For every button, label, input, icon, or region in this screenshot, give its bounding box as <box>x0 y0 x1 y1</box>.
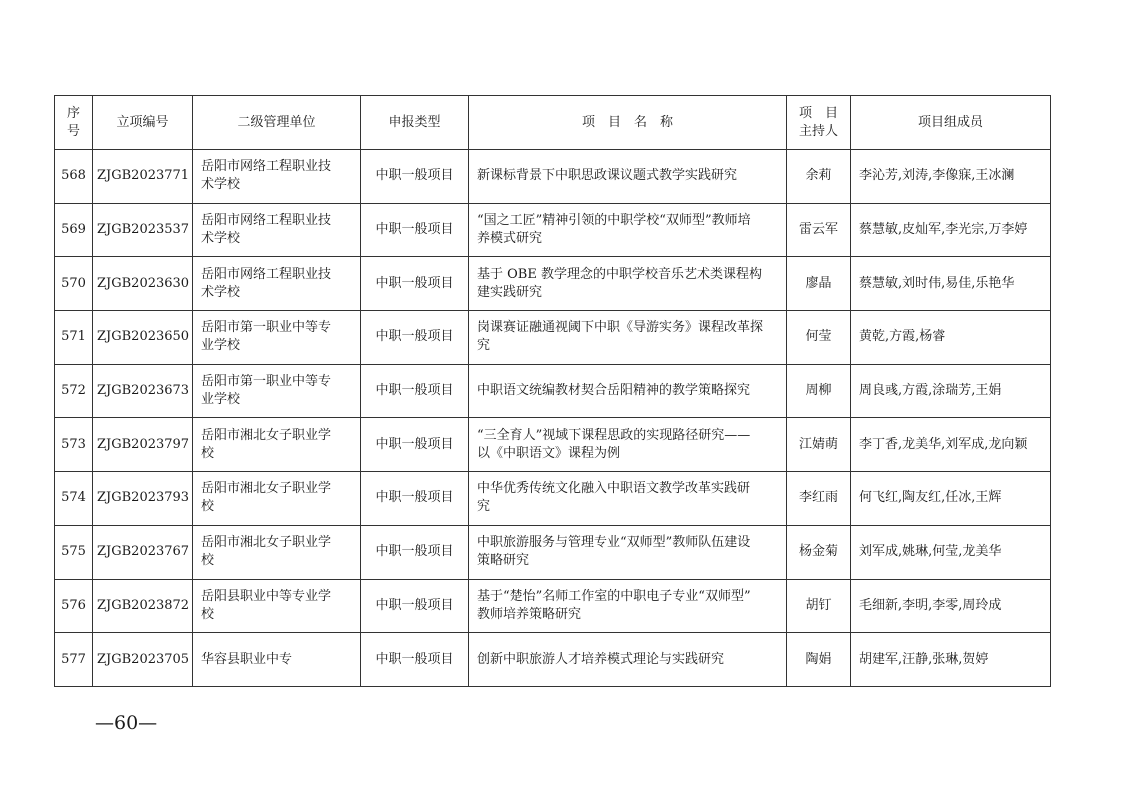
cell-type: 中职一般项目 <box>361 364 469 418</box>
header-seq: 序 号 <box>55 96 93 150</box>
header-unit: 二级管理单位 <box>193 96 361 150</box>
cell-members: 黄乾,方霞,杨睿 <box>851 311 1051 365</box>
cell-seq: 568 <box>55 150 93 204</box>
table-row <box>55 203 1051 257</box>
cell-project-name <box>469 203 787 257</box>
cell-unit-line: 校 <box>201 606 215 622</box>
cell-host: 杨金菊 <box>787 525 851 579</box>
cell-project-id: ZJGB2023771 <box>93 150 193 204</box>
cell-type: 中职一般项目 <box>361 311 469 365</box>
cell-unit-line: 岳阳县职业中等专业学 <box>201 588 332 604</box>
cell-unit-line: 岳阳市网络工程职业技 <box>201 213 332 229</box>
table-body <box>55 150 1051 687</box>
header-type: 申报类型 <box>361 96 469 150</box>
cell-project-name-line: 新课标背景下中职思政课议题式教学实践研究 <box>477 168 738 184</box>
cell-unit <box>193 257 361 311</box>
cell-seq: 569 <box>55 203 93 257</box>
cell-type: 中职一般项目 <box>361 633 469 687</box>
cell-host: 廖晶 <box>787 257 851 311</box>
cell-project-name <box>469 418 787 472</box>
cell-project-id: ZJGB2023767 <box>93 525 193 579</box>
cell-members: 李丁香,龙美华,刘军成,龙向颖 <box>851 418 1051 472</box>
cell-project-id: ZJGB2023650 <box>93 311 193 365</box>
cell-unit <box>193 150 361 204</box>
cell-host: 胡钉 <box>787 579 851 633</box>
cell-unit-line: 校 <box>201 499 215 515</box>
cell-project-name-line: 以《中职语文》课程为例 <box>477 445 621 461</box>
cell-type: 中职一般项目 <box>361 579 469 633</box>
cell-project-name <box>469 472 787 526</box>
cell-project-name-line: “国之工匠”精神引领的中职学校“双师型”教师培 <box>477 213 751 229</box>
cell-project-id: ZJGB2023673 <box>93 364 193 418</box>
cell-unit-line: 岳阳市湘北女子职业学 <box>201 481 332 497</box>
cell-unit-line: 校 <box>201 553 215 569</box>
cell-members: 蔡慧敏,皮灿军,李光宗,万李婷 <box>851 203 1051 257</box>
cell-project-name <box>469 257 787 311</box>
cell-unit-line: 岳阳市第一职业中等专 <box>201 374 332 390</box>
cell-project-id: ZJGB2023797 <box>93 418 193 472</box>
cell-project-name-line: 基于 OBE 教学理念的中职学校音乐艺术类课程构 <box>477 266 762 282</box>
cell-type: 中职一般项目 <box>361 257 469 311</box>
table-row <box>55 472 1051 526</box>
cell-members: 胡建军,汪静,张琳,贺婷 <box>851 633 1051 687</box>
cell-unit <box>193 203 361 257</box>
cell-project-name <box>469 633 787 687</box>
page-number: —60— <box>95 712 158 734</box>
cell-project-name-line: 中职语文统编教材契合岳阳精神的教学策略探究 <box>477 383 751 399</box>
cell-host: 李红雨 <box>787 472 851 526</box>
cell-project-id: ZJGB2023793 <box>93 472 193 526</box>
cell-project-name-line: 中华优秀传统文化融入中职语文教学改革实践研 <box>477 481 751 497</box>
cell-project-name <box>469 579 787 633</box>
cell-host: 周柳 <box>787 364 851 418</box>
cell-project-name-line: 建实践研究 <box>477 284 543 300</box>
cell-unit <box>193 418 361 472</box>
cell-project-id: ZJGB2023537 <box>93 203 193 257</box>
cell-host: 江婧萌 <box>787 418 851 472</box>
cell-seq: 570 <box>55 257 93 311</box>
cell-unit <box>193 633 361 687</box>
cell-type: 中职一般项目 <box>361 472 469 526</box>
cell-unit-line: 业学校 <box>201 338 241 354</box>
cell-unit-line: 岳阳市湘北女子职业学 <box>201 535 332 551</box>
cell-unit <box>193 472 361 526</box>
table-row <box>55 525 1051 579</box>
cell-project-name-line: 中职旅游服务与管理专业“双师型”教师队伍建设 <box>477 535 751 551</box>
cell-seq: 573 <box>55 418 93 472</box>
cell-seq: 572 <box>55 364 93 418</box>
table-header-row <box>55 96 1051 150</box>
cell-project-name <box>469 525 787 579</box>
cell-project-name-line: 养模式研究 <box>477 231 543 247</box>
header-host: 项 目 主持人 <box>787 96 851 150</box>
cell-host: 雷云军 <box>787 203 851 257</box>
cell-project-name-line: 究 <box>477 338 491 354</box>
cell-unit-line: 岳阳市网络工程职业技 <box>201 266 332 282</box>
cell-unit <box>193 364 361 418</box>
cell-unit-line: 业学校 <box>201 392 241 408</box>
cell-project-id: ZJGB2023705 <box>93 633 193 687</box>
cell-project-name-line: 创新中职旅游人才培养模式理论与实践研究 <box>477 651 725 667</box>
cell-type: 中职一般项目 <box>361 150 469 204</box>
table-row <box>55 633 1051 687</box>
cell-project-name-line: 究 <box>477 499 491 515</box>
cell-project-id: ZJGB2023872 <box>93 579 193 633</box>
cell-host: 陶娟 <box>787 633 851 687</box>
cell-host: 何莹 <box>787 311 851 365</box>
cell-unit <box>193 579 361 633</box>
cell-members: 李沁芳,刘涛,李像寐,王冰澜 <box>851 150 1051 204</box>
table-row <box>55 150 1051 204</box>
cell-unit-line: 华容县职业中专 <box>201 651 293 667</box>
cell-unit <box>193 525 361 579</box>
project-table <box>54 95 1051 687</box>
cell-seq: 575 <box>55 525 93 579</box>
cell-seq: 576 <box>55 579 93 633</box>
cell-members: 何飞红,陶友红,任冰,王辉 <box>851 472 1051 526</box>
header-members: 项目组成员 <box>851 96 1051 150</box>
cell-type: 中职一般项目 <box>361 525 469 579</box>
table-row <box>55 364 1051 418</box>
cell-project-name-line: “三全育人”视域下课程思政的实现路径研究—— <box>477 427 751 443</box>
cell-project-name <box>469 364 787 418</box>
header-project-id: 立项编号 <box>93 96 193 150</box>
cell-unit-line: 术学校 <box>201 231 241 247</box>
table-row <box>55 311 1051 365</box>
cell-members: 毛细新,李明,李零,周玲成 <box>851 579 1051 633</box>
header-name: 项 目 名 称 <box>469 96 787 150</box>
cell-project-name <box>469 150 787 204</box>
cell-project-name-line: 策略研究 <box>477 553 530 569</box>
cell-project-name-line: 教师培养策略研究 <box>477 606 582 622</box>
cell-members: 周良彧,方霞,涂瑞芳,王娟 <box>851 364 1051 418</box>
cell-project-name <box>469 311 787 365</box>
cell-unit-line: 岳阳市湘北女子职业学 <box>201 427 332 443</box>
cell-members: 刘军成,姚琳,何莹,龙美华 <box>851 525 1051 579</box>
cell-project-id: ZJGB2023630 <box>93 257 193 311</box>
cell-project-name-line: 基于“楚怡”名师工作室的中职电子专业“双师型” <box>477 588 751 604</box>
cell-type: 中职一般项目 <box>361 418 469 472</box>
table-row <box>55 579 1051 633</box>
table-row <box>55 257 1051 311</box>
cell-type: 中职一般项目 <box>361 203 469 257</box>
cell-unit-line: 岳阳市网络工程职业技 <box>201 159 332 175</box>
cell-unit-line: 术学校 <box>201 284 241 300</box>
cell-host: 余莉 <box>787 150 851 204</box>
cell-project-name-line: 岗课赛证融通视阈下中职《导游实务》课程改革探 <box>477 320 764 336</box>
cell-unit-line: 术学校 <box>201 177 241 193</box>
cell-seq: 574 <box>55 472 93 526</box>
table-row <box>55 418 1051 472</box>
cell-unit <box>193 311 361 365</box>
cell-members: 蔡慧敏,刘时伟,易佳,乐艳华 <box>851 257 1051 311</box>
cell-unit-line: 岳阳市第一职业中等专 <box>201 320 332 336</box>
cell-seq: 571 <box>55 311 93 365</box>
cell-seq: 577 <box>55 633 93 687</box>
cell-unit-line: 校 <box>201 445 215 461</box>
